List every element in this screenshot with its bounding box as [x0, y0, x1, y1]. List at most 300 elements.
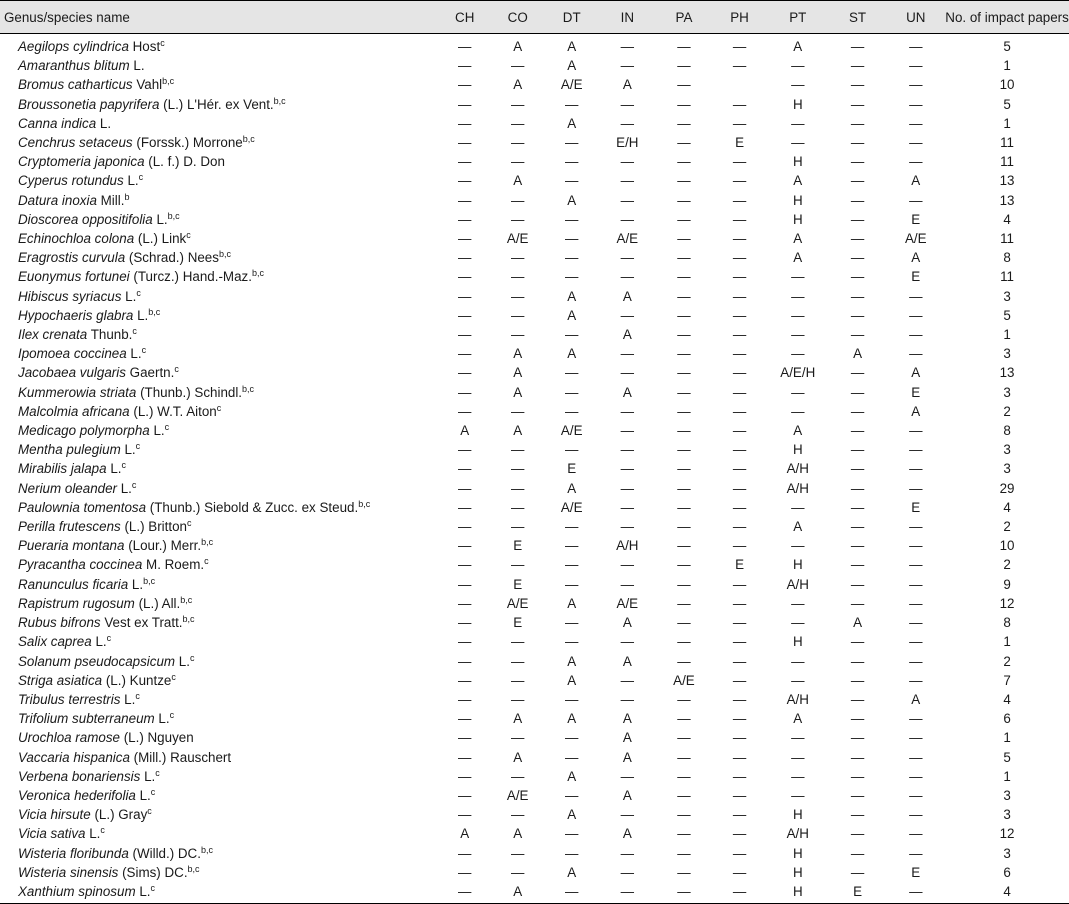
species-authority: (Thunb.) Schindl.	[140, 384, 243, 400]
impact-cell-un: —	[909, 615, 923, 631]
impact-papers-count: 2	[1003, 403, 1011, 419]
species-name-cell	[0, 728, 439, 747]
impact-cell-pa: —	[677, 557, 691, 573]
species-authority: (Forssk.) Morrone	[136, 135, 243, 151]
footnote-marker: b	[124, 191, 130, 202]
impact-cell-pa: —	[677, 711, 691, 727]
impact-cell-in: —	[620, 250, 635, 266]
impact-cell-ch: —	[458, 211, 472, 227]
impact-papers-count: 4	[1003, 499, 1011, 515]
impact-cell-ph: —	[732, 58, 747, 74]
species-name-cell	[0, 479, 439, 498]
impact-cell-in: —	[620, 480, 635, 496]
impact-cell-dt: A	[567, 672, 577, 688]
impact-cell-in: —	[620, 192, 635, 208]
table-row	[0, 690, 1069, 709]
species-name-cell	[0, 824, 439, 843]
impact-cell-co: A	[513, 423, 523, 439]
impact-cell-pa: —	[677, 768, 691, 784]
impact-cell-ch: —	[458, 115, 472, 131]
impact-cell-pa: —	[677, 135, 691, 151]
table-row	[0, 805, 1069, 824]
impact-cell-ch: —	[458, 672, 472, 688]
species-name-cell	[0, 690, 439, 709]
species-authority: L.	[89, 826, 101, 842]
impact-cell-co: A	[513, 173, 523, 189]
species-binomial: Ilex crenata	[18, 327, 88, 343]
impact-cell-co: —	[511, 307, 525, 323]
impact-cell-st: —	[850, 480, 865, 496]
impact-cell-ch: —	[458, 768, 472, 784]
impact-cell-dt: —	[565, 634, 579, 650]
impact-cell-pa: —	[677, 480, 691, 496]
footnote-marker: b,c	[200, 844, 213, 855]
footnote-marker: c	[106, 633, 112, 644]
species-binomial: Kummerowia striata	[18, 384, 137, 400]
impact-cell-ch: —	[458, 711, 472, 727]
impact-cell-co: —	[511, 250, 525, 266]
species-binomial: Vicia sativa	[18, 826, 86, 842]
species-binomial: Canna indica	[18, 115, 97, 131]
impact-cell-dt: —	[565, 269, 579, 285]
impact-cell-pa: —	[677, 269, 691, 285]
species-binomial: Salix caprea	[18, 634, 92, 650]
species-authority: L.	[130, 346, 142, 362]
impact-cell-dt: —	[565, 96, 579, 112]
impact-cell-ch: —	[458, 384, 472, 400]
footnote-marker: b,c	[358, 498, 371, 509]
impact-cell-pa: —	[677, 845, 691, 861]
impact-cell-pt: A/H	[786, 691, 809, 707]
species-authority: L.	[144, 768, 156, 784]
species-binomial: Hibiscus syriacus	[18, 288, 122, 304]
species-name-cell	[0, 613, 439, 632]
impact-cell-co: A/E	[506, 231, 529, 247]
impact-cell-ph: —	[732, 864, 747, 880]
impact-cell-st: —	[850, 231, 865, 247]
impact-papers-count: 5	[1003, 749, 1011, 765]
impact-cell-pa: —	[677, 403, 691, 419]
impact-cell-ph: —	[732, 615, 747, 631]
species-binomial: Striga asiatica	[18, 672, 103, 688]
impact-cell-ch: —	[458, 634, 472, 650]
impact-cell-ph: —	[732, 442, 747, 458]
impact-cell-pa: —	[677, 192, 691, 208]
table-row	[0, 824, 1069, 843]
species-name-cell	[0, 56, 439, 75]
impact-cell-co: A	[491, 882, 545, 904]
species-name-cell	[0, 671, 439, 690]
table-row	[0, 863, 1069, 882]
impact-papers-count: 1	[1003, 768, 1011, 784]
impact-cell-dt: A	[567, 807, 577, 823]
impact-cell-ph: —	[732, 327, 747, 343]
impact-cell-dt: —	[565, 730, 579, 746]
impact-cell-st: —	[850, 442, 865, 458]
impact-cell-st: —	[850, 365, 865, 381]
impact-cell-un: A	[911, 365, 921, 381]
species-authority: (L.) Gray	[94, 807, 148, 823]
impact-cell-ch: —	[458, 135, 472, 151]
impact-papers-count: 3	[1003, 384, 1011, 400]
impact-cell-co: —	[511, 115, 525, 131]
impact-cell-co: —	[511, 192, 525, 208]
footnote-marker: c	[160, 38, 165, 48]
impact-cell-in: —	[620, 845, 635, 861]
species-name-cell	[0, 114, 439, 133]
impact-cell-st: —	[850, 519, 865, 535]
impact-cell-in: —	[620, 365, 635, 381]
species-authority: (Sims) DC.	[122, 864, 188, 880]
impact-cell-st: —	[850, 115, 865, 131]
impact-cell-dt: —	[565, 576, 579, 592]
impact-papers-count: 6	[1003, 711, 1011, 727]
footnote-marker: b,c	[242, 134, 255, 145]
species-authority: L.	[133, 58, 145, 74]
impact-cell-dt: —	[565, 403, 579, 419]
impact-cell-un: —	[909, 749, 923, 765]
impact-cell-ch: A	[460, 423, 470, 439]
species-name-cell	[0, 786, 439, 805]
header-impact-papers: No. of impact papers	[945, 1, 1069, 34]
species-binomial: Ranunculus ficaria	[18, 576, 129, 592]
species-name-cell	[0, 575, 439, 594]
impact-cell-co: E	[513, 615, 523, 631]
header-st: ST	[829, 1, 887, 34]
impact-cell-co: —	[511, 403, 525, 419]
header-genus-species: Genus/species name	[0, 1, 439, 34]
impact-cell-ph: —	[732, 672, 747, 688]
impact-cell-co: —	[511, 807, 525, 823]
table-row	[0, 555, 1069, 574]
impact-cell-dt: A/E	[560, 77, 583, 93]
impact-cell-co: —	[511, 211, 525, 227]
impact-cell-pt: —	[791, 787, 805, 803]
impact-cell-ph: —	[732, 115, 747, 131]
impact-cell-ch: —	[458, 39, 472, 54]
table-row	[0, 383, 1069, 402]
impact-cell-un: A	[911, 173, 921, 189]
species-name-cell	[0, 267, 439, 286]
impact-cell-ch: —	[458, 691, 472, 707]
impact-cell-ph: —	[732, 461, 747, 477]
impact-cell-in: —	[599, 882, 656, 904]
impact-cell-ch: —	[458, 442, 472, 458]
impact-cell-st: —	[850, 749, 865, 765]
impact-cell-un: —	[909, 96, 923, 112]
header-pt: PT	[767, 1, 829, 34]
impact-cell-ch: —	[458, 653, 472, 669]
impact-cell-ch: —	[458, 730, 472, 746]
species-authority: L.	[110, 461, 122, 477]
impact-cell-in: —	[620, 58, 635, 74]
impact-cell-dt: —	[565, 615, 579, 631]
species-authority: L.	[120, 480, 132, 496]
impact-cell-un: —	[909, 346, 923, 362]
impact-papers-count: 9	[1003, 576, 1011, 592]
impact-cell-ph: —	[732, 653, 747, 669]
footnote-marker: c	[169, 710, 175, 721]
impact-cell-dt: A	[567, 288, 577, 304]
table-row	[0, 210, 1069, 229]
impact-cell-ph: E	[735, 135, 745, 151]
species-name-cell	[0, 363, 439, 382]
impact-cell-pa: —	[677, 77, 691, 93]
species-authority: (L.) L'Hér. ex Vent.	[163, 96, 274, 112]
table-row	[0, 248, 1069, 267]
impact-cell-pt: —	[791, 730, 805, 746]
species-authority: L.	[137, 307, 149, 323]
impact-cell-pt: —	[791, 499, 805, 515]
impact-cell-dt: A	[567, 864, 577, 880]
species-authority: M. Roem.	[146, 557, 205, 573]
impact-papers-count: 11	[1000, 269, 1015, 285]
impact-cell-ch: —	[439, 882, 491, 904]
species-name-cell	[0, 229, 439, 248]
footnote-marker: c	[138, 172, 144, 183]
impact-cell-in: —	[620, 269, 635, 285]
table-row	[0, 459, 1069, 478]
impact-papers-count: 1	[1003, 634, 1011, 650]
impact-cell-un: A	[911, 691, 921, 707]
impact-papers-count: 1	[1003, 327, 1011, 343]
species-binomial: Vaccaria hispanica	[18, 749, 130, 765]
species-binomial: Euonymus fortunei	[18, 269, 130, 285]
impact-cell-pa: —	[677, 461, 691, 477]
impact-cell-st: —	[850, 672, 865, 688]
footnote-marker: c	[155, 767, 160, 778]
impact-cell-dt: A	[567, 711, 577, 727]
impact-cell-dt: —	[565, 365, 579, 381]
species-binomial: Echinochloa colona	[18, 231, 135, 247]
species-binomial: Malcolmia africana	[18, 403, 130, 419]
impact-cell-un: —	[909, 288, 923, 304]
impact-cell-ph: —	[732, 768, 747, 784]
impact-cell-un: A/E	[904, 231, 927, 247]
header-ph: PH	[712, 1, 767, 34]
impact-cell-pa: —	[677, 173, 691, 189]
impact-cell-dt: A	[567, 768, 577, 784]
header-in: IN	[599, 1, 656, 34]
footnote-marker: c	[204, 556, 209, 567]
impact-cell-un: —	[886, 882, 945, 904]
species-name-cell	[0, 287, 439, 306]
impact-cell-pt: —	[791, 768, 805, 784]
species-authority: L.	[125, 288, 137, 304]
impact-cell-st: —	[850, 39, 865, 54]
impact-cell-un: —	[909, 653, 923, 669]
impact-cell-ph: —	[732, 538, 747, 554]
species-name-cell	[0, 517, 439, 536]
species-name-cell	[0, 95, 439, 114]
impact-cell-ph: —	[732, 576, 747, 592]
species-binomial: Paulownia tomentosa	[18, 499, 147, 515]
impact-cell-ph: —	[732, 192, 747, 208]
impact-cell-dt: A	[567, 115, 577, 131]
impact-cell-in: —	[620, 403, 635, 419]
footnote-marker: b,c	[167, 210, 180, 221]
impact-cell-co: —	[511, 58, 525, 74]
species-authority: Host	[132, 39, 161, 54]
impact-cell-pt: H	[792, 442, 803, 458]
table-row	[0, 536, 1069, 555]
impact-cell-un: —	[909, 768, 923, 784]
impact-cell-ph: —	[732, 211, 747, 227]
species-name-cell	[0, 133, 439, 152]
impact-cell-dt: —	[544, 882, 599, 904]
species-name-cell	[0, 210, 439, 229]
footnote-marker: b,c	[162, 76, 175, 87]
impact-papers-count: 10	[999, 538, 1015, 554]
impact-cell-pa: —	[677, 787, 691, 803]
impact-cell-pt: —	[791, 403, 805, 419]
species-binomial: Urochloa ramose	[18, 730, 120, 746]
impact-cell-st: —	[850, 154, 865, 170]
impact-cell-dt: —	[565, 845, 579, 861]
impact-cell-ph: —	[732, 807, 747, 823]
impact-papers-count: 3	[1003, 807, 1011, 823]
impact-cell-pt: —	[791, 288, 805, 304]
table-row	[0, 75, 1069, 94]
impact-cell-pt: A/H	[786, 480, 809, 496]
impact-cell-st: —	[850, 557, 865, 573]
impact-cell-st: —	[850, 845, 865, 861]
table-row	[0, 632, 1069, 651]
header-ch: CH	[439, 1, 491, 34]
impact-cell-ch: —	[458, 96, 472, 112]
species-binomial: Medicago polymorpha	[18, 423, 150, 439]
footnote-marker: c	[100, 825, 105, 836]
impact-cell-ch: —	[458, 231, 472, 247]
impact-cell-st: —	[850, 77, 865, 93]
impact-cell-pt: A	[793, 423, 803, 439]
species-name-cell	[0, 536, 439, 555]
impact-cell-dt: —	[565, 173, 579, 189]
impact-cell-ch: —	[458, 519, 472, 535]
impact-cell-un: —	[909, 307, 923, 323]
impact-papers-count: 12	[999, 826, 1015, 842]
impact-cell-ph: —	[732, 787, 747, 803]
impact-cell-co: —	[511, 288, 525, 304]
impact-cell-st: —	[850, 384, 865, 400]
impact-cell-pa: —	[677, 807, 691, 823]
species-binomial: Jacobaea vulgaris	[18, 365, 126, 381]
impact-cell-pt: —	[791, 346, 805, 362]
species-binomial: Perilla frutescens	[18, 519, 121, 535]
impact-cell-ch: —	[458, 403, 472, 419]
impact-cell-un: —	[909, 442, 923, 458]
impact-cell-un: —	[909, 711, 923, 727]
impact-cell-pa: —	[677, 691, 691, 707]
footnote-marker: c	[186, 230, 191, 241]
impact-cell-pt: A	[793, 519, 803, 535]
impact-cell-st: —	[850, 423, 865, 439]
species-authority: (L.) Nguyen	[123, 730, 194, 746]
impact-cell-ph: —	[732, 634, 747, 650]
table-body	[0, 34, 1069, 904]
impact-papers-count: 4	[1003, 691, 1011, 707]
species-name-cell	[0, 882, 439, 904]
species-binomial: Vicia hirsute	[18, 807, 91, 823]
table-row	[0, 56, 1069, 75]
impact-cell-in: —	[620, 442, 635, 458]
species-name-cell	[0, 805, 439, 824]
impact-papers-count: 3	[1003, 461, 1011, 477]
impact-cell-st: —	[850, 634, 865, 650]
table-row	[0, 517, 1069, 536]
footnote-marker: c	[164, 422, 170, 433]
species-authority: (Mill.) Rauschert	[133, 749, 232, 765]
impact-cell-in: —	[620, 499, 635, 515]
impact-cell-pt: —	[791, 538, 805, 554]
species-authority: L.	[139, 787, 151, 803]
species-authority: Thunb.	[90, 327, 133, 343]
impact-cell-un: —	[909, 115, 923, 131]
impact-cell-st: —	[850, 211, 865, 227]
species-name-cell	[0, 152, 439, 171]
footnote-marker: b,c	[251, 268, 264, 279]
impact-cell-ph: —	[732, 480, 747, 496]
impact-cell-co: A	[513, 365, 523, 381]
impact-cell-pa: —	[677, 154, 691, 170]
impact-cell-st: —	[850, 58, 865, 74]
impact-cell-st: —	[850, 691, 865, 707]
impact-cell-pt: A	[793, 39, 803, 54]
impact-cell-co: —	[511, 691, 525, 707]
impact-cell-pt: H	[792, 192, 803, 208]
impact-cell-co: —	[511, 557, 525, 573]
impact-cell-in: —	[620, 96, 635, 112]
impact-cell-ph: —	[732, 307, 747, 323]
impact-cell-ph: —	[732, 826, 747, 842]
species-name-cell	[0, 594, 439, 613]
table-row	[0, 171, 1069, 190]
impact-cell-pa: —	[677, 538, 691, 554]
species-name-cell	[0, 748, 439, 767]
impact-cell-ch: —	[458, 499, 472, 515]
species-name-cell	[0, 767, 439, 786]
impact-cell-ph: —	[732, 499, 747, 515]
impact-cell-ph: —	[732, 384, 747, 400]
impact-cell-ch: —	[458, 192, 472, 208]
impact-cell-ch: —	[458, 576, 472, 592]
impact-cell-st: —	[850, 653, 865, 669]
impact-cell-pt: H	[792, 845, 803, 861]
impact-cell-dt: —	[565, 691, 579, 707]
impact-cell-st: —	[850, 403, 865, 419]
footnote-marker: c	[186, 518, 192, 529]
species-authority: (Willd.) DC.	[132, 845, 201, 861]
species-name-cell	[0, 306, 439, 325]
impact-cell-co: A/E	[506, 787, 529, 803]
footnote-marker: b,c	[143, 575, 156, 586]
impact-cell-co: A	[513, 346, 523, 362]
impact-papers-count: 1	[1003, 115, 1011, 131]
impact-papers-count: 4	[945, 882, 1069, 904]
species-authority: L.	[139, 883, 151, 899]
impact-cell-pa: —	[677, 58, 691, 74]
table-row	[0, 844, 1069, 863]
table-row	[0, 267, 1069, 286]
impact-cell-pa: —	[677, 96, 691, 112]
impact-cell-dt: A	[567, 346, 577, 362]
impact-cell-in: —	[620, 461, 635, 477]
impact-cell-co: A	[513, 826, 523, 842]
impact-papers-count: 11	[1000, 154, 1015, 170]
species-name-cell	[0, 459, 439, 478]
impact-cell-st: —	[850, 269, 865, 285]
footnote-marker: c	[136, 287, 141, 298]
